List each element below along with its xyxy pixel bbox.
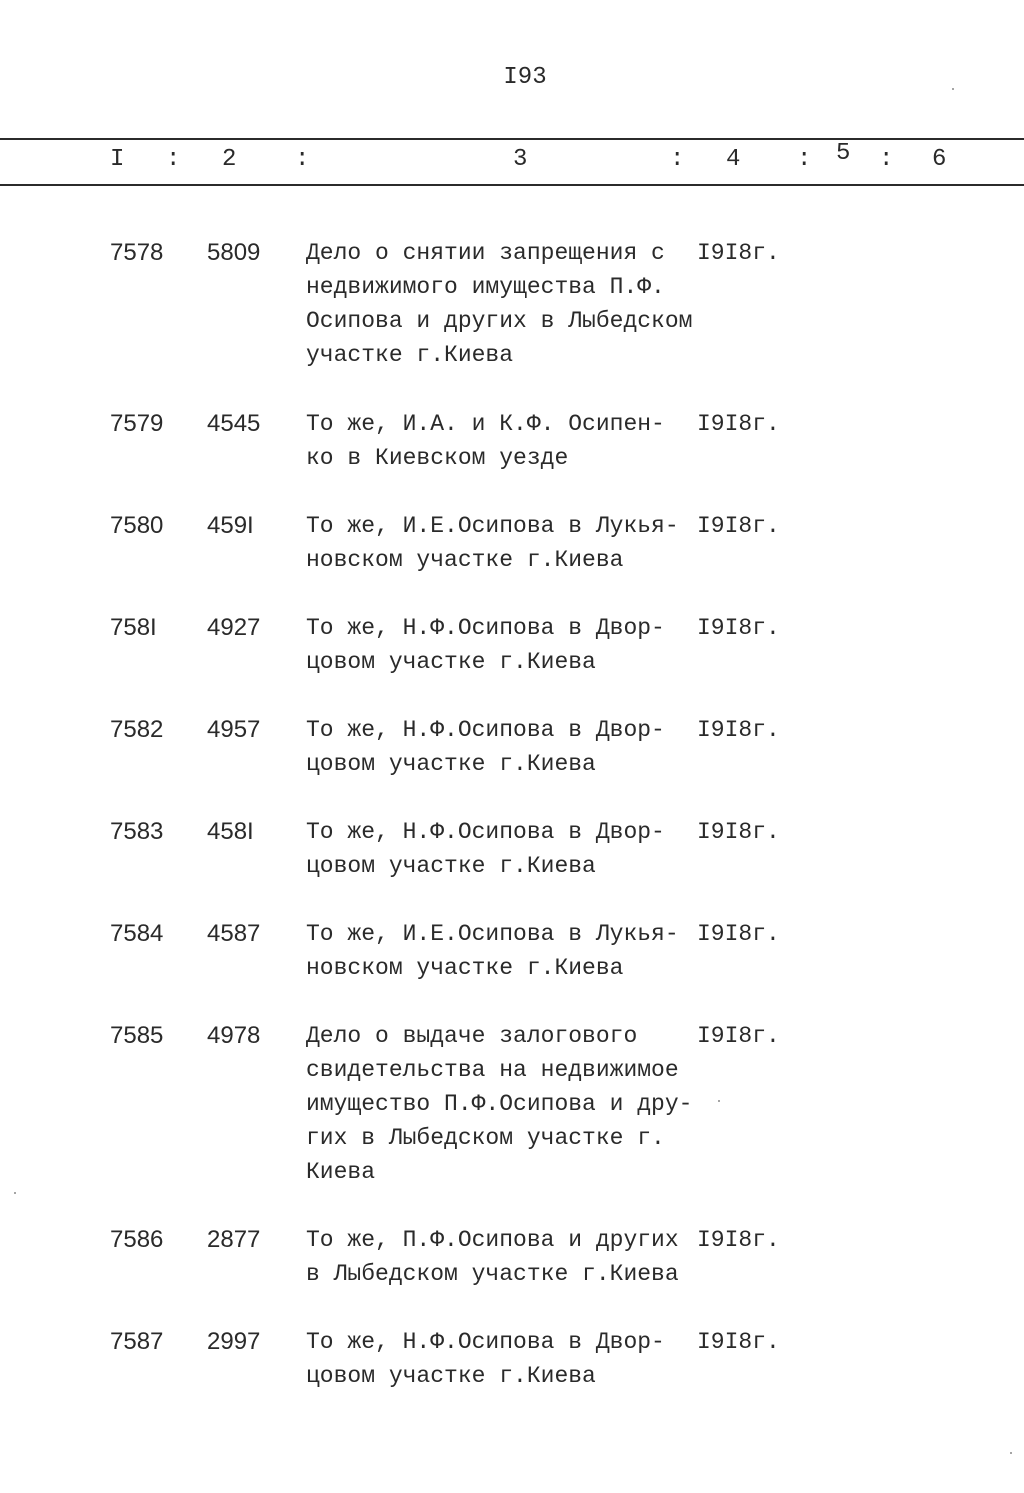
description-line: То же, И.Е.Осипова в Лукья- (306, 513, 679, 539)
description-line: участке г.Киева (306, 342, 514, 368)
description-line: То же, Н.Ф.Осипова в Двор- (306, 717, 665, 743)
description-line: цовом участке г.Киева (306, 751, 596, 777)
description-line: новском участке г.Киева (306, 955, 624, 981)
header-top-rule (0, 138, 1024, 140)
description-line: То же, И.А. и К.Ф. Осипен- (306, 411, 665, 437)
entry-description (306, 1223, 706, 1291)
entry-number: 7579 (110, 410, 164, 437)
entry-description (306, 236, 706, 372)
entry-year: I9I8г. (697, 1227, 780, 1253)
scan-speck (952, 88, 954, 90)
entry-description (306, 611, 706, 679)
column-4-label: 4 (726, 146, 741, 173)
old-entry-number: 459I (207, 512, 254, 539)
old-entry-number: 2997 (207, 1328, 261, 1355)
page-number: I93 (503, 64, 547, 91)
entry-number: 7587 (110, 1328, 164, 1355)
entry-year: I9I8г. (697, 240, 780, 266)
description-line: Осипова и других в Лыбедском (306, 308, 693, 334)
old-entry-number: 4587 (207, 920, 261, 947)
description-line: То же, Н.Ф.Осипова в Двор- (306, 1329, 665, 1355)
entry-description (306, 917, 706, 985)
description-line: новском участке г.Киева (306, 547, 624, 573)
entry-number: 7583 (110, 818, 164, 845)
entry-year: I9I8г. (697, 1023, 780, 1049)
description-line: То же, И.Е.Осипова в Лукья- (306, 921, 679, 947)
description-line: Дело о снятии запрещения с (306, 240, 665, 266)
old-entry-number: 4978 (207, 1022, 261, 1049)
column-separator: : (670, 146, 685, 173)
scan-speck (1010, 1452, 1012, 1454)
description-line: гих в Лыбедском участке г. (306, 1125, 665, 1151)
column-3-label: 3 (513, 146, 528, 173)
entry-number: 7586 (110, 1226, 164, 1253)
entry-description (306, 509, 706, 577)
description-line: цовом участке г.Киева (306, 649, 596, 675)
column-separator: : (295, 146, 310, 173)
entry-year: I9I8г. (697, 1329, 780, 1355)
old-entry-number: 4957 (207, 716, 261, 743)
entry-description (306, 407, 706, 475)
entry-year: I9I8г. (697, 717, 780, 743)
column-separator: : (879, 146, 894, 173)
entry-number: 7580 (110, 512, 164, 539)
entry-year: I9I8г. (697, 819, 780, 845)
entry-number: 758I (110, 614, 157, 641)
description-line: недвижимого имущества П.Ф. (306, 274, 665, 300)
description-line: свидетельства на недвижимое (306, 1057, 679, 1083)
entry-year: I9I8г. (697, 615, 780, 641)
old-entry-number: 5809 (207, 239, 261, 266)
column-2-label: 2 (222, 146, 237, 173)
description-line: Киева (306, 1159, 376, 1185)
description-line: в Лыбедском участке г.Киева (306, 1261, 679, 1287)
description-line: То же, Н.Ф.Осипова в Двор- (306, 819, 665, 845)
header-bottom-rule (0, 184, 1024, 186)
column-separator: : (166, 146, 181, 173)
entry-description (306, 815, 706, 883)
column-6-label: 6 (932, 146, 947, 173)
entry-year: I9I8г. (697, 921, 780, 947)
entry-number: 7582 (110, 716, 164, 743)
scan-speck (14, 1192, 16, 1194)
description-line: Дело о выдаче залогового (306, 1023, 638, 1049)
description-line: цовом участке г.Киева (306, 853, 596, 879)
entry-number: 7585 (110, 1022, 164, 1049)
entry-number: 7584 (110, 920, 164, 947)
entry-year: I9I8г. (697, 513, 780, 539)
column-5-label: 5 (836, 140, 851, 167)
description-line: То же, Н.Ф.Осипова в Двор- (306, 615, 665, 641)
column-1-label: I (110, 146, 125, 173)
description-line: То же, П.Ф.Осипова и других (306, 1227, 679, 1253)
entry-description (306, 713, 706, 781)
description-line: имущество П.Ф.Осипова и дру- (306, 1091, 693, 1117)
old-entry-number: 458I (207, 818, 254, 845)
description-line: цовом участке г.Киева (306, 1363, 596, 1389)
old-entry-number: 4927 (207, 614, 261, 641)
entry-year: I9I8г. (697, 411, 780, 437)
old-entry-number: 4545 (207, 410, 261, 437)
scan-speck (718, 1100, 720, 1102)
entry-description (306, 1325, 706, 1393)
table-column-header (0, 140, 1024, 180)
entry-description (306, 1019, 706, 1189)
description-line: ко в Киевском уезде (306, 445, 569, 471)
entry-number: 7578 (110, 239, 164, 266)
column-separator: : (797, 146, 812, 173)
old-entry-number: 2877 (207, 1226, 261, 1253)
